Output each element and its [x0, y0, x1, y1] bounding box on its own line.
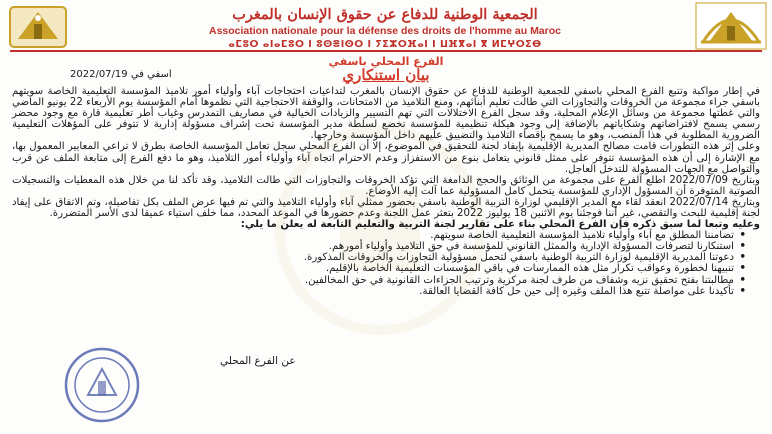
document-body: [12, 86, 760, 297]
paragraph: وبتاريخ 2022/07/09 اطلع الفرع على مجموعة من الوثائق والحجج الدامغة التي تؤكد الخروقات والتجاوزات التي طالت التلاميذ، وقد تأكد لنا من خلال هذه المعطيات والتسجيلات الصوتية المتوفرة أن المسؤول الإداري للمؤسسة يتحمل كامل المسؤولية عما آلت إليه الأوضاع.: [12, 174, 760, 197]
declaration-intro: وعليه وتبعا لما سبق ذكره فإن الفرع المحلي بناء على تقارير لجنة التربية والتعليم التابعة له يعلن ما يلي:: [240, 219, 760, 231]
official-stamp-icon: [62, 345, 142, 425]
document-date: اسفي في 2022/07/19: [70, 69, 172, 80]
header-org-arabic: الجمعية الوطنية للدفاع عن حقوق الإنسان بالمغرب: [232, 6, 538, 23]
list-item: • تنبيهنا لخطورة وعواقب تكرار مثل هذه الممارسات في باقي المؤسسات التعليمية الخاصة بالإقليم.: [12, 263, 746, 274]
list-item: • دعوتنا المديرية الإقليمية لوزارة التربية الوطنية باسفي لتحمل مسؤولية التجاوزات والخروقات المذكورة.: [12, 252, 746, 263]
header-org-tifinagh: ⴰⵎⵓⵔ ⴰⵏⴰⵎⵓⵔ ⵏ ⵓⵙⴻⵏⵙⵔ ⵏ ⵢⵉⵣⵔⴼⴰⵏ ⵏ ⵡⴼⴳⴰⵏ ⴳ ⵍⵎⵖⵔⵉⴱ: [228, 39, 542, 50]
paragraph: وبتاريخ 2022/07/14 انعقد لقاء مع المدير الإقليمي لوزارة التربية الوطنية باسفي بحضور ممثلي آباء وأولياء التلاميذ والتي تم فيها عرض الملف بكل تفاصيله، وتم الاتفاق على إيفاد لجنة إقليمية للبحث والتقصي، غير أننا فوجئنا يوم الاثنين 18 يوليوز 2022 بتعثر عمل اللجنة وعدم حضورها في الموعد المحدد، مما خلف استياء عميقا لدى الأسر المتضررة.: [12, 196, 760, 220]
association-logo-left-icon: [8, 4, 68, 50]
list-item: • استنكارنا لتصرفات المسؤولة الإدارية والممثل القانوني للمؤسسة في حق التلاميذ وأولياء أمورهم.: [12, 241, 746, 252]
document-title: بيان استنكاري: [342, 66, 430, 84]
header-divider: [10, 50, 762, 52]
signature-line: عن الفرع المحلي: [220, 355, 296, 367]
declaration-list: [12, 230, 760, 297]
paragraph: وعلى إثر هذه التطورات قامت مصالح المديرية الإقليمية بإيفاد لجنة للتحقيق في الموضوع، إلا أن الفرع المحلي سجل تعامل المؤسسة الخاصة بطرق لا تراعي المعايير المعمول بها، مع الإشارة إلى أن هذه المؤسسة تتوفر على ممثل قانوني يتعامل بنوع من الاستفزاز وعدم الاحترام اتجاه آباء وأولياء أمور التلاميذ، وهو ما دفع الفرع إلى متابعة الملف عن قرب والتواصل مع الجهات المسؤولة للتدخل العاجل.: [12, 141, 760, 175]
list-item: • تأكيدنا على مواصلة تتبع هذا الملف وغيره إلى حين حل كافة القضايا العالقة.: [12, 286, 746, 297]
list-item: • مطالبتنا بفتح تحقيق نزيه وشفاف من طرف لجنة مركزية وترتيب الجزاءات القانونية في حق المخالفين.: [12, 275, 746, 286]
list-item: • تضامننا المطلق مع آباء وأولياء تلاميذ المؤسسة التعليمية الخاصة سويتهم.: [12, 230, 746, 241]
paragraph: في إطار مواكبة وتتبع الفرع المحلي باسفي للجمعية الوطنية للدفاع عن حقوق الإنسان بالمغرب لتداعيات احتجاجات آباء وأولياء أمور تلاميذ المؤسسة التعليمية الخاصة سويتهم باسفي جراء مجموعة من الخروقات والتجاوزات التي طالت تعليم أبنائهم، ومنع التلاميذ من الامتحانات، والوقفة الاحتجاجية التي نظموها أمام المؤسسة يوم الأربعاء 22 يونيو الماضي والتي غطتها مجموعة من وسائل الإعلام المحلية، وقد سجل الفرع الاختلالات التي تهم التسيير والزيادات الخيالية في مصاريف التمدرس وغياب أطر تعليمية قارة مع وجود محضر رسمي يسمح لافتراضاتهم وشكاياتهم بالإضافة إلى وجود هيكلة تنظيمية للمؤسسة تخضع لسلطة مدير المؤسسة تحت إشراف مسؤولة إدارية لا تتوفر على المؤهلات التعليمية الضرورية المطلوبة في هذا المنصب، وهو ما يسمح بإقصاء التلاميذ والتضييق عليهم داخل المؤسسة وخارجها.: [12, 86, 760, 142]
branch-name: الفرع المحلي باسفي: [328, 55, 444, 68]
header-org-french: Association nationale pour la défense des droits de l'homme au Maroc: [209, 25, 561, 37]
association-logo-right-icon: [695, 2, 767, 50]
